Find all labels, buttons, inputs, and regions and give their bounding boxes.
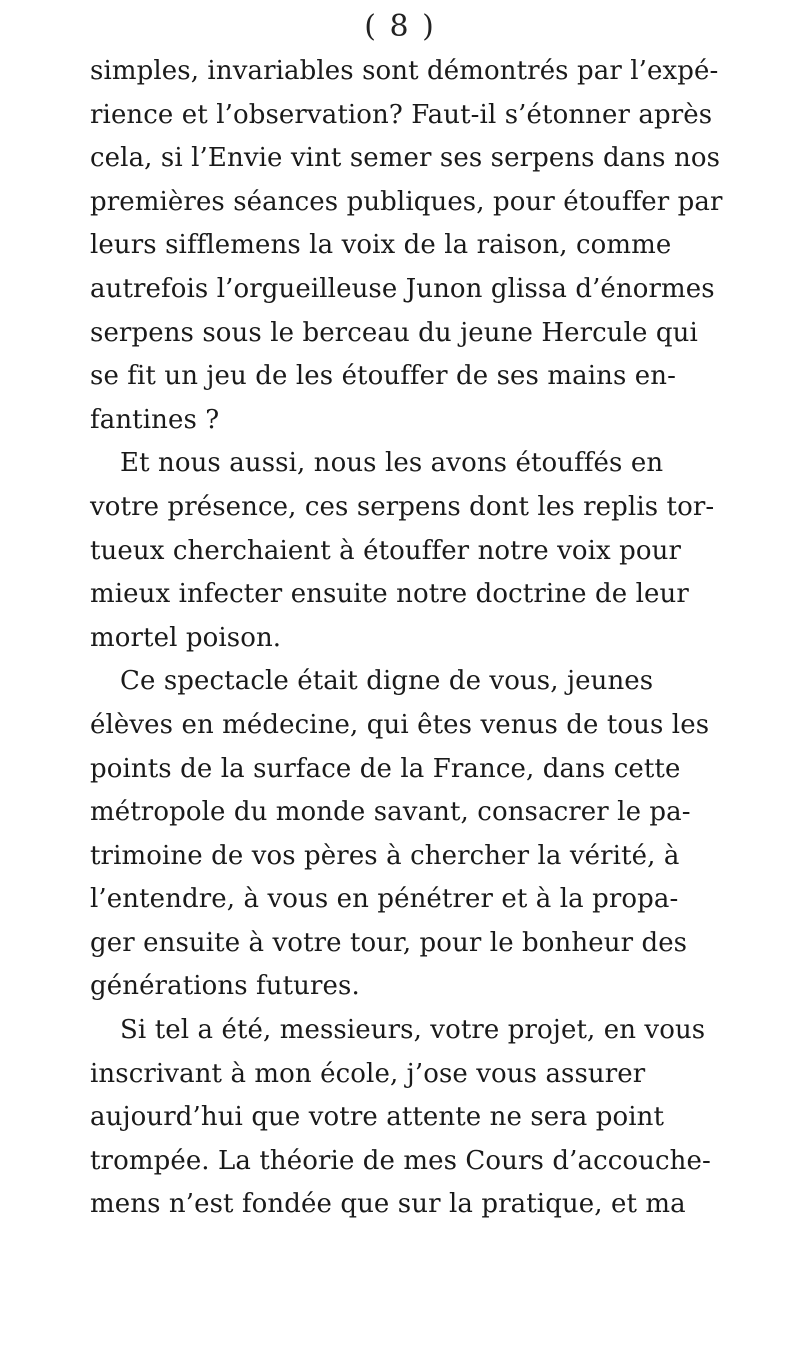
text-line: métropole du monde savant, consacrer le pa- <box>90 797 691 828</box>
text-line: leurs sifflemens la voix de la raison, comme <box>90 230 672 261</box>
page-number: ( 8 ) <box>364 9 436 44</box>
text-line: rience et l’observation? Faut-il s’étonner après <box>90 99 713 130</box>
text-line: cela, si l’Envie vint semer ses serpens dans nos <box>90 143 721 174</box>
text-line: votre présence, ces serpens dont les replis tor- <box>90 491 715 522</box>
text-line: simples, invariables sont démontrés par l’expé- <box>90 56 719 86</box>
text-line: l’entendre, à vous en pénétrer et à la propa- <box>90 884 679 915</box>
paragraph-start-line: Ce spectacle était digne de vous, jeunes <box>120 666 654 697</box>
text-line: premières séances publiques, pour étouffer par <box>90 186 723 217</box>
text-line: inscrivant à mon école, j’ose vous assurer <box>90 1058 646 1089</box>
text-line: se fit un jeu de les étouffer de ses mains en- <box>90 361 676 392</box>
text-line: mieux infecter ensuite notre doctrine de leur <box>90 579 689 610</box>
text-line: mens n’est fondée que sur la pratique, et ma <box>90 1189 686 1220</box>
text-line: points de la surface de la France, dans cette <box>90 753 681 784</box>
text-line: trimoine de vos pères à chercher la vérité, à <box>90 840 680 871</box>
text-line: tueux cherchaient à étouffer notre voix pour <box>90 535 682 566</box>
paragraph-start-line: Et nous aussi, nous les avons étouffés en <box>120 448 664 479</box>
body-text <box>90 50 790 1227</box>
text-line: autrefois l’orgueilleuse Junon glissa d’énormes <box>90 273 715 304</box>
text-line: élèves en médecine, qui êtes venus de tous les <box>90 709 710 740</box>
text-line: aujourd’hui que votre attente ne sera point <box>90 1102 665 1133</box>
text-line: trompée. La théorie de mes Cours d’accouche- <box>90 1145 711 1176</box>
text-line: mortel poison. <box>90 622 282 653</box>
text-line: fantines ? <box>90 404 220 435</box>
text-line: ger ensuite à votre tour, pour le bonheur des <box>90 927 688 958</box>
text-line: générations futures. <box>90 971 360 1002</box>
text-line: serpens sous le berceau du jeune Hercule qui <box>90 317 698 348</box>
paragraph-start-line: Si tel a été, messieurs, votre projet, en vous <box>120 1015 706 1046</box>
